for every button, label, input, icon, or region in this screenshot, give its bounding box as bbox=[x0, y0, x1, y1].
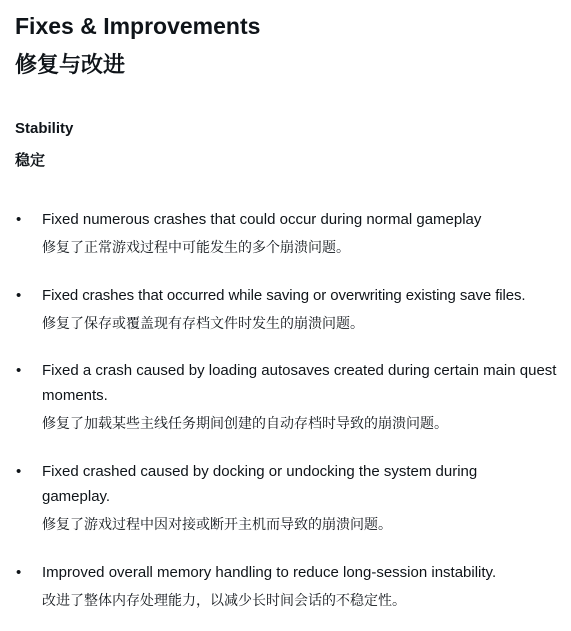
fix-description-english: Fixed crashed caused by docking or undocking the system during gameplay. bbox=[42, 463, 478, 505]
fix-description-chinese: 修复了加载某些主线任务期间创建的自动存档时导致的崩溃问题。 bbox=[42, 416, 448, 432]
bullet-icon: • bbox=[16, 564, 22, 581]
fix-description-chinese: 修复了游戏过程中因对接或断开主机而导致的崩溃问题。 bbox=[42, 517, 392, 533]
list-item bbox=[0, 358, 571, 436]
section-heading-chinese: 稳定 bbox=[15, 151, 46, 169]
bullet-icon: • bbox=[16, 211, 22, 228]
fix-description-english: Improved overall memory handling to reduce long-session instability. bbox=[42, 564, 497, 581]
list-item bbox=[0, 207, 491, 260]
bullet-icon: • bbox=[16, 362, 22, 379]
bullet-icon: • bbox=[16, 463, 22, 480]
bullet-icon: • bbox=[16, 287, 22, 304]
page-title-english: Fixes & Improvements bbox=[15, 13, 261, 39]
list-item bbox=[0, 459, 522, 537]
fix-description-english: Fixed crashes that occurred while saving or overwriting existing save files. bbox=[42, 287, 526, 304]
fix-description-chinese: 修复了保存或覆盖现有存档文件时发生的崩溃问题。 bbox=[42, 316, 364, 332]
fix-description-english: Fixed numerous crashes that could occur during normal gameplay bbox=[42, 211, 482, 228]
section-heading-english: Stability bbox=[15, 120, 74, 137]
list-item bbox=[0, 283, 535, 336]
page-title-chinese: 修复与改进 bbox=[15, 53, 126, 78]
list-item bbox=[0, 560, 506, 613]
fix-description-chinese: 修复了正常游戏过程中可能发生的多个崩溃问题。 bbox=[42, 240, 350, 256]
fix-description-chinese: 改进了整体内存处理能力，以减少长时间会话的不稳定性。 bbox=[42, 593, 406, 609]
fix-description-english: Fixed a crash caused by loading autosaves created during certain main quest moments. bbox=[42, 362, 557, 404]
